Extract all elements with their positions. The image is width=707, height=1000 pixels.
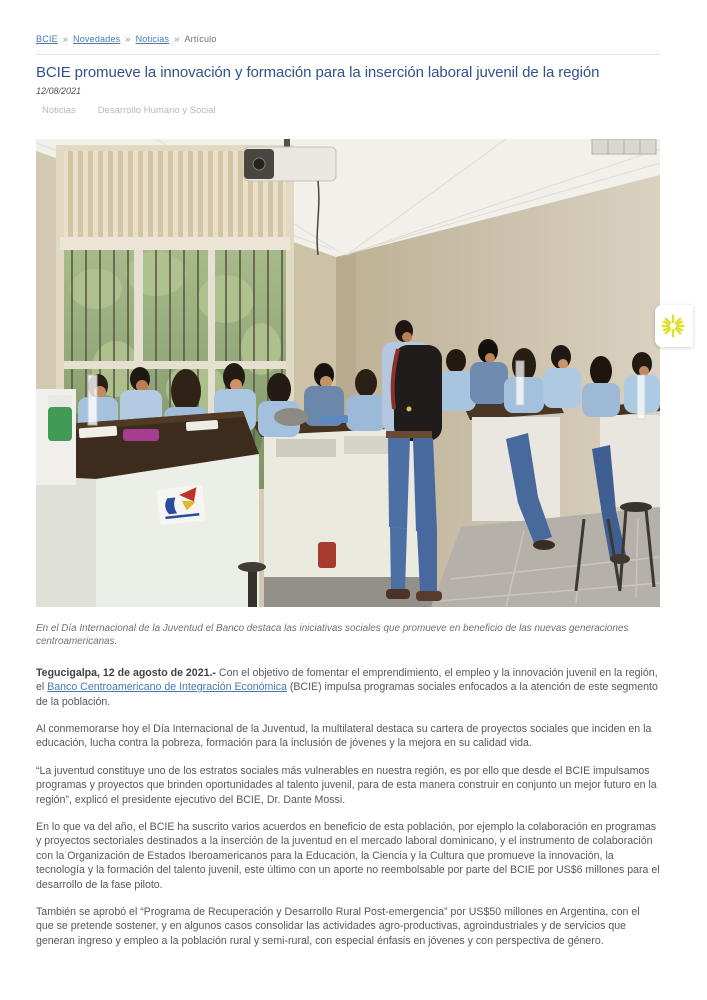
breadcrumb <box>36 30 660 54</box>
paragraph-2: Al conmemorarse hoy el Día Internacional de la Juventud, la multilateral destaca su cartera de proyectos sociales que inciden en la educación, lucha contra la pobreza, formación para la inclusión de jóvenes y la mejora en su calidad vida. <box>36 722 652 750</box>
image-caption: En el Día Internacional de la Juventud el Banco destaca las iniciativas sociales que promueve en beneficio de las nuevas generaciones centroamericanas. <box>36 623 629 648</box>
tag-desarrollo-humano[interactable]: Desarrollo Humano y Social <box>97 105 216 116</box>
tag-noticias[interactable]: Noticias <box>42 105 76 116</box>
ceiling-light <box>592 139 656 154</box>
breadcrumb-separator: » <box>174 34 180 44</box>
desk-logo <box>156 485 206 526</box>
asterisk-icon <box>660 313 686 339</box>
paragraph-1-text: Con el objetivo de fomentar el emprendimiento, el empleo y la innovación juvenil en la región, el <box>36 666 658 694</box>
paragraph-5: También se aprobó el “Programa de Recuperación y Desarrollo Rural Post-emergencia” por US$50 millones en Argentina, con el que se pretende sostener, y en algunos casos consolidar las actividades agro-productivas, agroindustriales y de servicios que generan ingreso y empleo a la población rural y semi-rural, con especial énfasis en jóvenes y con perspectiva de género. <box>36 906 640 947</box>
breadcrumb-current: Artículo <box>184 34 217 44</box>
paragraph-3: “La juventud constituye uno de los estratos sociales más vulnerables en nuestra región, es por ello que desde el BCIE impulsamos programas y proyectos que brinden oportunidades al talento juvenil, para de esta manera construir en conjunto un mejor futuro en la región”, explicó el presidente ejecutivo del BCIE, Dr. Dante Mossi. <box>36 764 657 806</box>
bcie-link[interactable]: Banco Centroamericano de Integración Económica <box>47 681 287 694</box>
article-tags <box>36 105 660 116</box>
paragraph-4: En lo que va del año, el BCIE ha suscrito varios acuerdos en beneficio de esta población, por ejemplo la colaboración en programas y proyectos sectoriales destinados a la inserción de la juventud en el mercado laboral dominicano, y el instrumento de colaboración con la Organización de Estados Iberoamericanos para la Educación, la Ciencia y la Cultura que promueve la innovación, la tecnología y la formación del talento juvenil, este último con un aporte no reembolsable por parte del BCIE por US$6 millones para el desarrollo de la fase piloto. <box>36 820 660 891</box>
article-image <box>36 139 660 607</box>
breadcrumb-link-bcie[interactable]: BCIE <box>36 34 58 44</box>
breadcrumb-separator: » <box>62 34 69 44</box>
paragraph-1 <box>36 666 660 709</box>
breadcrumb-link-noticias[interactable]: Noticias <box>135 34 170 44</box>
breadcrumb-separator: » <box>125 34 131 44</box>
page-title: BCIE promueve la innovación y formación para la inserción laboral juvenil de la región <box>36 64 600 81</box>
paragraph-1-text: (BCIE) impulsa programas sociales enfocados a la atención de este segmento de la población. <box>36 681 658 708</box>
header-divider <box>36 54 660 55</box>
classroom-photo <box>36 139 660 607</box>
dateline: Tegucigalpa, 12 de agosto de 2021.- <box>36 666 216 679</box>
article-body <box>36 666 660 949</box>
article-date: 12/08/2021 <box>36 86 82 96</box>
accessibility-widget-button[interactable] <box>655 305 693 347</box>
breadcrumb-link-novedades[interactable]: Novedades <box>73 34 121 44</box>
